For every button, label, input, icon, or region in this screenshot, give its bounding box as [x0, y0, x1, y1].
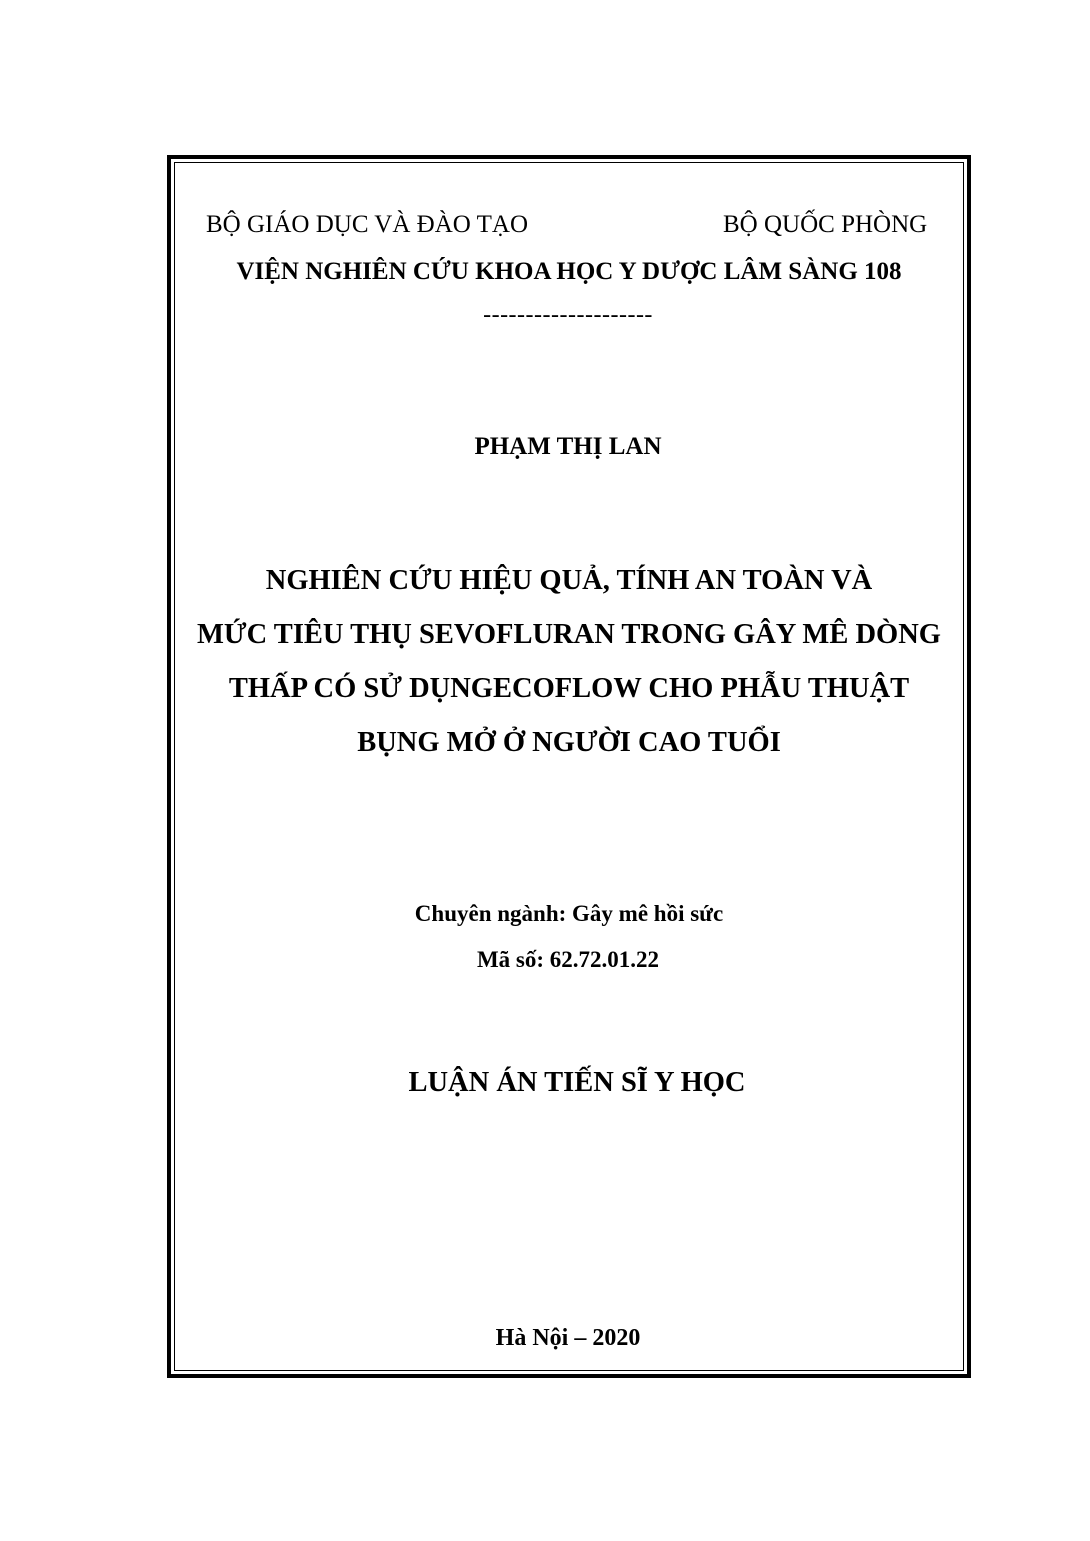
thesis-title-line: THẤP CÓ SỬ DỤNGECOFLOW CHO PHẪU THUẬT [228, 673, 910, 704]
thesis-title-line: BỤNG MỞ Ở NGƯỜI CAO TUỔI [357, 727, 781, 758]
thesis-title-line: NGHIÊN CỨU HIỆU QUẢ, TÍNH AN TOÀN VÀ [265, 565, 873, 596]
specialty-code: Mã số: 62.72.01.22 [476, 947, 660, 972]
degree-title: LUẬN ÁN TIẾN SĨ Y HỌC [408, 1067, 746, 1098]
place-and-year: Hà Nội – 2020 [495, 1325, 641, 1351]
header-divider: -------------------- [483, 302, 653, 328]
ministry-education: BỘ GIÁO DỤC VÀ ĐÀO TẠO [206, 211, 528, 238]
author-name: PHẠM THỊ LAN [474, 433, 662, 460]
thesis-title [0, 564, 1090, 780]
ministry-defense: BỘ QUỐC PHÒNG [723, 211, 928, 238]
specialty: Chuyên ngành: Gây mê hồi sức [414, 901, 724, 926]
thesis-title-line: MỨC TIÊU THỤ SEVOFLURAN TRONG GÂY MÊ DÒNG [197, 619, 941, 650]
institute-name: VIỆN NGHIÊN CỨU KHOA HỌC Y DƯỢC LÂM SÀNG 108 [236, 258, 902, 285]
